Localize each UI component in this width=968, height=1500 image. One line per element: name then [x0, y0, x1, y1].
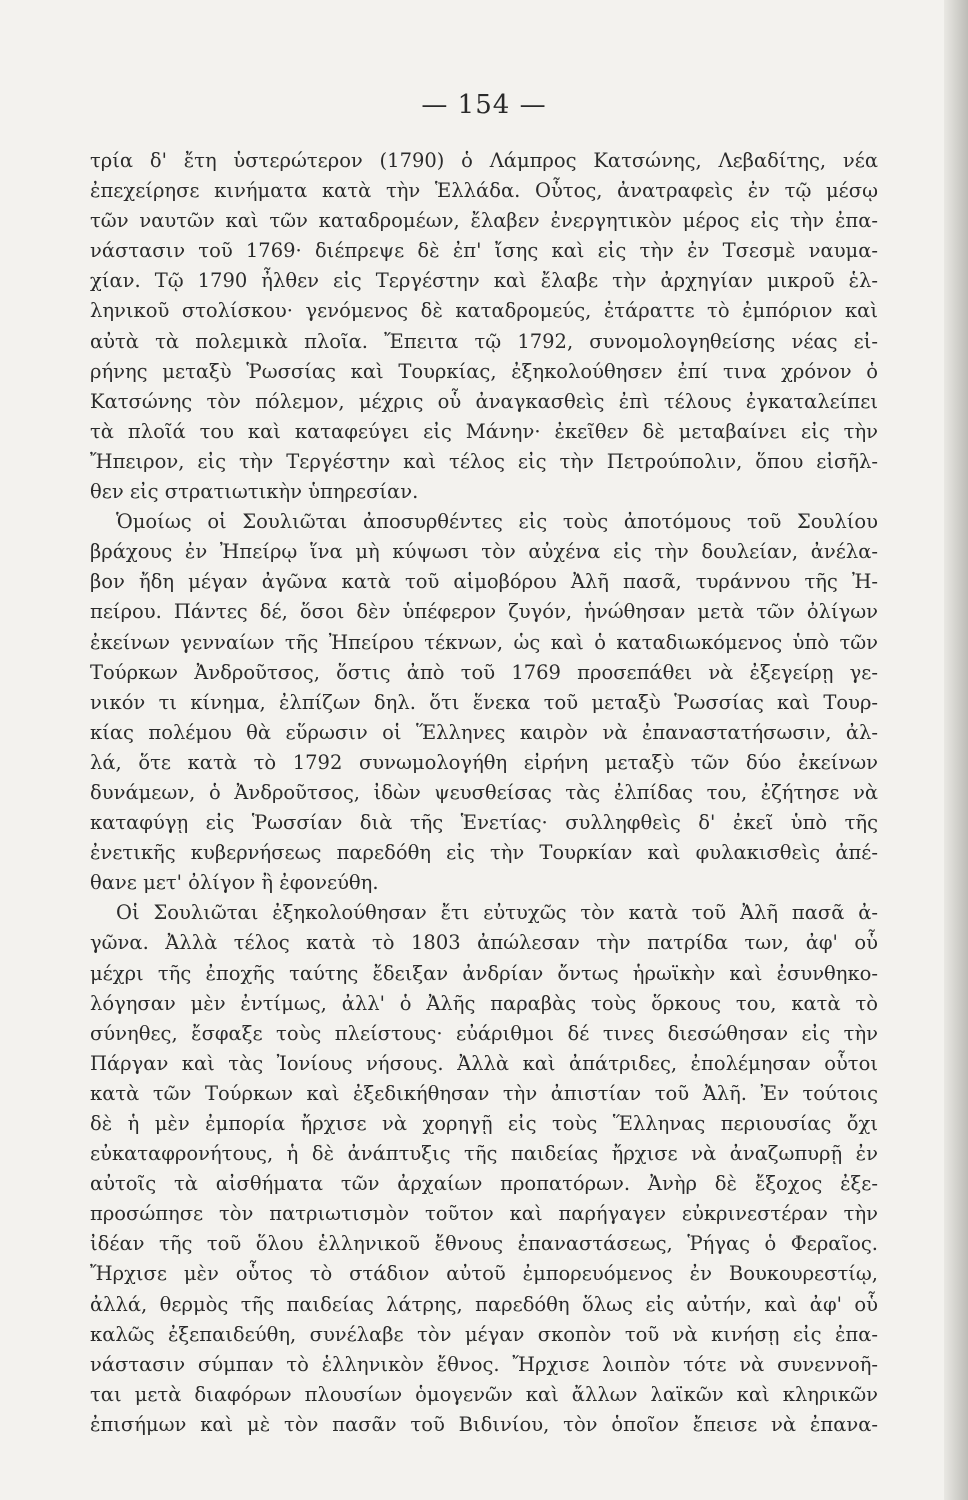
text-line: γῶνα. Ἀλλὰ τέλος κατὰ τὸ 1803 ἀπώλεσαν τὴν πατρίδα των, ἀφ' οὗ	[90, 931, 878, 955]
text-line: ἀλλά, θερμὸς τῆς παιδείας λάτρης, παρεδόθη ὅλως εἰς αὐτήν, καὶ ἀφ' οὗ	[90, 1292, 878, 1316]
text-line: βον ἤδη μέγαν ἀγῶνα κατὰ τοῦ αἱμοβόρου Ἀλῆ πασᾶ, τυράννου τῆς Ἠ-	[90, 570, 878, 594]
text-line: δὲ ἡ μὲν ἐμπορία ἤρχισε νὰ χορηγῇ εἰς τοὺς Ἕλληνας περιουσίας ὄχι	[90, 1112, 878, 1135]
text-line: Ἤπειρον, εἰς τὴν Τεργέστην καὶ τέλος εἰς τὴν Πετρούπολιν, ὅπου εἰσῆλ-	[90, 449, 878, 473]
text-line: πείρου. Πάντες δέ, ὅσοι δὲν ὑπέφερον ζυγόν, ἡνώθησαν μετὰ τῶν ὀλίγων	[90, 600, 878, 624]
text-line: ἐνετικῆς κυβερνήσεως παρεδόθη εἰς τὴν Τουρκίαν καὶ φυλακισθεὶς ἀπέ-	[90, 841, 878, 865]
text-line: δυνάμεων, ὁ Ἀνδροῦτσος, ἰδὼν ψευσθείσας τὰς ἐλπίδας του, ἐζήτησε νὰ	[90, 780, 878, 804]
text-line: ρήνης μεταξὺ Ῥωσσίας καὶ Τουρκίας, ἐξηκολούθησεν ἐπί τινα χρόνον ὁ	[90, 359, 878, 383]
text-line: ληνικοῦ στολίσκου· γενόμενος δὲ καταδρομεύς, ἐτάραττε τὸ ἐμπόριον καὶ	[90, 299, 878, 323]
text-line: ἰδέαν τῆς τοῦ ὅλου ἑλληνικοῦ ἔθνους ἐπαναστάσεως, Ῥήγας ὁ Φεραῖος.	[90, 1232, 878, 1256]
text-line: λά, ὅτε κατὰ τὸ 1792 συνωμολογήθη εἰρήνη μεταξὺ τῶν δύο ἐκείνων	[90, 750, 878, 774]
text-line: Ὁμοίως οἱ Σουλιῶται ἀποσυρθέντες εἰς τοὺς ἀποτόμους τοῦ Σουλίου	[116, 510, 878, 534]
text-line: Πάργαν καὶ τὰς Ἰονίους νήσους. Ἀλλὰ καὶ ἀπάτριδες, ἐπολέμησαν οὗτοι	[90, 1051, 878, 1075]
text-line: θεν εἰς στρατιωτικὴν ὑπηρεσίαν.	[90, 480, 419, 504]
text-line: νάστασιν σύμπαν τὸ ἑλληνικὸν ἔθνος. Ἤρχισε λοιπὸν τότε νὰ συνεννοῆ-	[90, 1352, 878, 1376]
page-number: — 154 —	[421, 90, 547, 120]
text-line: Οἱ Σουλιῶται ἐξηκολούθησαν ἔτι εὐτυχῶς τὸν κατὰ τοῦ Ἀλῆ πασᾶ ἀ-	[116, 901, 878, 925]
text-line: βράχους ἐν Ἠπείρῳ ἵνα μὴ κύψωσι τὸν αὐχένα εἰς τὴν δουλείαν, ἀνέλα-	[90, 540, 878, 564]
body-text	[90, 146, 878, 1440]
text-line: αὐτοῖς τὰ αἰσθήματα τῶν ἀρχαίων προπατόρων. Ἀνὴρ δὲ ἔξοχος ἐξε-	[90, 1172, 878, 1196]
text-line: αὐτὰ τὰ πολεμικὰ πλοῖα. Ἔπειτα τῷ 1792, συνομολογηθείσης νέας εἰ-	[90, 329, 878, 353]
text-line: εὐκαταφρονήτους, ἡ δὲ ἀνάπτυξις τῆς παιδείας ἤρχισε νὰ ἀναζωπυρῇ ἐν	[90, 1142, 878, 1166]
text-line: λόγησαν μὲν ἐντίμως, ἀλλ' ὁ Ἀλῆς παραβὰς τοὺς ὅρκους του, κατὰ τὸ	[90, 991, 878, 1015]
text-line: νικόν τι κίνημα, ἐλπίζων δηλ. ὅτι ἕνεκα τοῦ μεταξὺ Ῥωσσίας καὶ Τουρ-	[90, 690, 878, 714]
text-line: Κατσώνης τὸν πόλεμον, μέχρις οὗ ἀναγκασθεὶς ἐπὶ τέλους ἐγκαταλείπει	[90, 389, 878, 413]
text-line: ἐκείνων γενναίων τῆς Ἠπείρου τέκνων, ὡς καὶ ὁ καταδιωκόμενος ὑπὸ τῶν	[90, 630, 878, 654]
text-line: κατὰ τῶν Τούρκων καὶ ἐξεδικήθησαν τὴν ἀπιστίαν τοῦ Ἀλῆ. Ἐν τούτοις	[90, 1081, 878, 1105]
text-line: μέχρι τῆς ἐποχῆς ταύτης ἔδειξαν ἀνδρίαν ὄντως ἡρωϊκὴν καὶ ἐσυνθηκο-	[90, 961, 878, 985]
text-line: Τούρκων Ἀνδροῦτσος, ὅστις ἀπὸ τοῦ 1769 προσεπάθει νὰ ἐξεγείρῃ γε-	[90, 660, 878, 684]
text-line: ἐπεχείρησε κινήματα κατὰ τὴν Ἑλλάδα. Οὗτος, ἀνατραφεὶς ἐν τῷ μέσῳ	[90, 179, 878, 203]
text-line: τῶν ναυτῶν καὶ τῶν καταδρομέων, ἔλαβεν ἐνεργητικὸν μέρος εἰς τὴν ἐπα-	[90, 209, 878, 233]
page-edge-shadow	[944, 0, 968, 1500]
text-line: κίας πολέμου θὰ εὕρωσιν οἱ Ἕλληνες καιρὸν νὰ ἐπαναστατήσωσιν, ἀλ-	[90, 720, 878, 744]
text-line: τὰ πλοῖά του καὶ καταφεύγει εἰς Μάνην· ἐκεῖθεν δὲ μεταβαίνει εἰς τὴν	[90, 419, 878, 443]
text-line: καλῶς ἐξεπαιδεύθη, συνέλαβε τὸν μέγαν σκοπὸν τοῦ νὰ κινήσῃ εἰς ἐπα-	[90, 1322, 878, 1346]
text-line: προσώπησε τὸν πατριωτισμὸν τοῦτον καὶ παρήγαγεν εὐκρινεστέραν τὴν	[90, 1202, 878, 1226]
text-line: τρία δ' ἔτη ὑστερώτερον (1790) ὁ Λάμπρος Κατσώνης, Λεβαδίτης, νέα	[90, 149, 878, 172]
text-line: χίαν. Τῷ 1790 ἦλθεν εἰς Τεργέστην καὶ ἔλαβε τὴν ἀρχηγίαν μικροῦ ἑλ-	[90, 269, 878, 293]
text-line: νάστασιν τοῦ 1769· διέπρεψε δὲ ἐπ' ἴσης καὶ εἰς τὴν ἐν Τσεσμὲ ναυμα-	[90, 239, 878, 263]
text-line: θανε μετ' ὀλίγον ἢ ἐφονεύθη.	[90, 871, 379, 895]
text-line: καταφύγῃ εἰς Ῥωσσίαν διὰ τῆς Ἑνετίας· συλληφθεὶς δ' ἐκεῖ ὑπὸ τῆς	[90, 811, 878, 835]
text-line: Ἤρχισε μὲν οὗτος τὸ στάδιον αὐτοῦ ἐμπορευόμενος ἐν Βουκουρεστίῳ,	[90, 1262, 878, 1286]
text-line: σύνηθες, ἔσφαξε τοὺς πλείστους· εὐάριθμοι δέ τινες διεσώθησαν εἰς τὴν	[90, 1021, 878, 1045]
text-line: ται μετὰ διαφόρων πλουσίων ὁμογενῶν καὶ ἄλλων λαϊκῶν καὶ κληρικῶν	[90, 1382, 878, 1406]
text-line: ἐπισήμων καὶ μὲ τὸν πασᾶν τοῦ Βιδινίου, τὸν ὁποῖον ἔπεισε νὰ ἐπανα-	[90, 1412, 878, 1436]
